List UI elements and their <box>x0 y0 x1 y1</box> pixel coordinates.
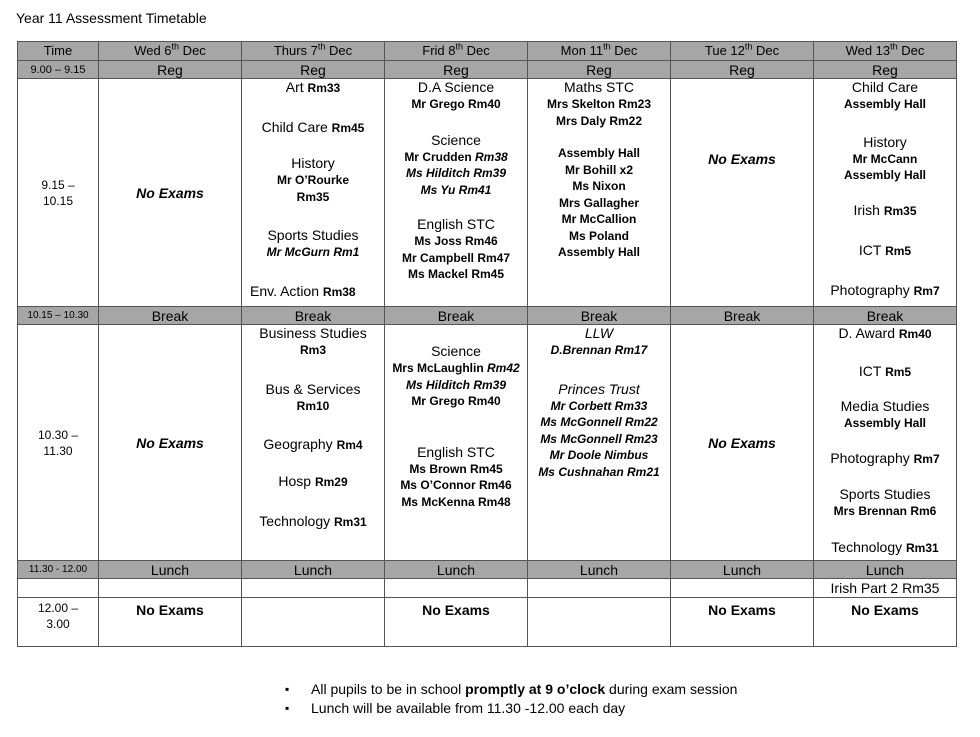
exam-detail: Ms Nixon <box>572 179 626 193</box>
exam-detail: Ms McKenna Rm48 <box>401 494 511 509</box>
page-title: Year 11 Assessment Timetable <box>16 10 207 26</box>
lunch-time: 11.30 - 12.00 <box>18 561 99 579</box>
exam-subject: Science <box>431 131 481 148</box>
reg-cell: Reg <box>814 61 957 79</box>
exam-detail: Mr Grego Rm40 <box>411 97 501 111</box>
no-exams: No Exams <box>671 79 814 307</box>
exam-detail: Ms McGonnell Rm23 <box>540 431 658 446</box>
exam-detail: Mrs Gallagher <box>558 195 640 210</box>
exam-subject: Business Studies <box>259 325 367 341</box>
session3-row <box>18 598 957 647</box>
exam-detail: Ms Cushnahan Rm21 <box>538 464 660 479</box>
exam-detail: Ms Hilditch Rm39 <box>405 377 507 392</box>
lunch-row <box>18 561 957 579</box>
exam-detail: Ms McGonnell Rm22 <box>540 415 658 429</box>
exam-detail: Mr Doole Nimbus <box>549 448 649 462</box>
exam-subject: History <box>291 155 335 171</box>
exam-detail: Ms Poland <box>568 228 629 243</box>
exam-subject: Photography Rm7 <box>830 449 940 466</box>
no-exams: No Exams <box>671 598 814 647</box>
exam-subject: Child Care Rm45 <box>261 118 365 135</box>
no-exams: No Exams <box>814 598 957 647</box>
exam-subject: Irish Part 2 Rm35 <box>814 579 957 598</box>
exam-detail: Assembly Hall <box>843 168 927 182</box>
reg-time: 9.00 – 9.15 <box>18 61 99 79</box>
session2-row <box>18 325 957 561</box>
session2-frid <box>385 325 528 561</box>
exam-subject: Technology Rm31 <box>259 513 367 529</box>
break-time: 10.15 – 10.30 <box>18 307 99 325</box>
exam-subject: English STC <box>417 216 495 232</box>
lunch-cell: Lunch <box>671 561 814 579</box>
session3-time: 12.00 – 3.00 <box>18 598 99 647</box>
no-exams: No Exams <box>99 325 242 561</box>
notes-list <box>285 680 737 718</box>
no-exams: No Exams <box>671 325 814 561</box>
note-item: ▪ Lunch will be available from 11.30 -12.00 each day <box>285 699 737 718</box>
after-lunch-row <box>18 579 957 598</box>
reg-row <box>18 61 957 79</box>
break-row <box>18 307 957 325</box>
reg-cell: Reg <box>385 61 528 79</box>
exam-subject: History <box>863 133 907 150</box>
day-header-wed6: Wed 6th Dec <box>99 42 242 61</box>
lunch-cell: Lunch <box>242 561 385 579</box>
header-row <box>18 42 957 61</box>
note-item: ▪ All pupils to be in school promptly at 9 o’clock during exam session <box>285 680 737 699</box>
timetable <box>17 41 957 647</box>
exam-detail: Mr McCallion <box>561 212 637 226</box>
day-header-wed13: Wed 13th Dec <box>814 42 957 61</box>
lunch-cell: Lunch <box>528 561 671 579</box>
break-cell: Break <box>385 307 528 325</box>
exam-detail: Rm3 <box>299 343 326 357</box>
exam-subject: English STC <box>417 443 495 460</box>
reg-cell: Reg <box>528 61 671 79</box>
exam-subject: ICT Rm5 <box>858 242 912 258</box>
exam-detail: Mr Crudden Rm38 <box>404 149 508 164</box>
exam-subject: Art Rm33 <box>285 79 341 95</box>
exam-subject: Technology Rm31 <box>831 538 939 555</box>
exam-subject: ICT Rm5 <box>858 362 912 379</box>
reg-cell: Reg <box>242 61 385 79</box>
session2-wed13 <box>814 325 957 561</box>
exam-detail: Ms Yu Rm41 <box>420 182 492 197</box>
exam-detail: Mr Campbell Rm47 <box>401 250 511 265</box>
exam-detail: Mr McCann <box>852 151 918 166</box>
day-header-tue12: Tue 12th Dec <box>671 42 814 61</box>
exam-subject: Maths STC <box>563 79 634 95</box>
exam-subject: Sports Studies <box>267 227 359 243</box>
exam-detail: Assembly Hall <box>843 97 927 111</box>
exam-subject: Photography Rm7 <box>830 281 940 298</box>
exam-detail: Assembly Hall <box>557 245 641 259</box>
exam-detail: Ms O’Connor Rm46 <box>400 478 512 492</box>
exam-detail: Mrs Brennan Rm6 <box>833 504 937 518</box>
reg-cell: Reg <box>99 61 242 79</box>
exam-detail: Mrs McLaughlin Rm42 <box>392 361 520 375</box>
lunch-cell: Lunch <box>814 561 957 579</box>
exam-detail: Mr O’Rourke <box>276 173 349 187</box>
exam-detail: Mrs Skelton Rm23 <box>546 97 652 111</box>
no-exams: No Exams <box>99 79 242 307</box>
exam-detail: Ms Hilditch Rm39 <box>405 166 507 180</box>
exam-detail: Mrs Daly Rm22 <box>555 113 643 128</box>
exam-subject: Science <box>431 343 481 359</box>
exam-detail: Mr Bohill x2 <box>564 162 633 177</box>
break-cell: Break <box>242 307 385 325</box>
day-header-frid8: Frid 8th Dec <box>385 42 528 61</box>
exam-subject: D. Award Rm40 <box>838 325 932 341</box>
exam-detail: Mr Corbett Rm33 <box>550 398 648 413</box>
session1-thurs <box>242 79 385 307</box>
session2-time: 10.30 – 11.30 <box>18 325 99 561</box>
exam-subject: Media Studies <box>840 398 930 414</box>
exam-detail: Rm35 <box>296 189 330 204</box>
exam-detail: Ms Brown Rm45 <box>409 461 503 476</box>
break-cell: Break <box>814 307 957 325</box>
session1-frid <box>385 79 528 307</box>
session2-thurs <box>242 325 385 561</box>
exam-detail: Rm10 <box>296 398 330 413</box>
session1-mon <box>528 79 671 307</box>
session1-row <box>18 79 957 307</box>
exam-subject: Irish Rm35 <box>853 201 917 218</box>
exam-subject: Sports Studies <box>839 486 931 502</box>
session2-mon <box>528 325 671 561</box>
day-header-thurs7: Thurs 7th Dec <box>242 42 385 61</box>
exam-subject: Hosp Rm29 <box>278 472 348 489</box>
exam-detail: Ms Joss Rm46 <box>414 234 498 248</box>
lunch-cell: Lunch <box>385 561 528 579</box>
day-header-mon11: Mon 11th Dec <box>528 42 671 61</box>
exam-detail: Ms Mackel Rm45 <box>407 267 505 281</box>
exam-detail: Assembly Hall <box>557 146 641 160</box>
exam-subject: Geography Rm4 <box>263 436 363 452</box>
exam-subject: Bus & Services <box>265 380 361 397</box>
reg-cell: Reg <box>671 61 814 79</box>
no-exams: No Exams <box>385 598 528 647</box>
session1-time: 9.15 – 10.15 <box>18 79 99 307</box>
exam-subject: Child Care <box>851 79 919 95</box>
exam-detail: Assembly Hall <box>843 416 927 430</box>
exam-detail: D.Brennan Rm17 <box>550 343 648 357</box>
exam-subject: LLW <box>584 325 614 341</box>
lunch-cell: Lunch <box>99 561 242 579</box>
time-header: Time <box>18 42 99 61</box>
exam-subject: Princes Trust <box>558 380 640 397</box>
exam-subject: Env. Action Rm38 <box>250 282 356 299</box>
break-cell: Break <box>99 307 242 325</box>
exam-detail: Mr McGurn Rm1 <box>266 245 360 259</box>
exam-detail: Mr Grego Rm40 <box>411 394 501 408</box>
break-cell: Break <box>671 307 814 325</box>
exam-subject: D.A Science <box>417 79 495 95</box>
no-exams: No Exams <box>99 598 242 647</box>
session1-wed13 <box>814 79 957 307</box>
break-cell: Break <box>528 307 671 325</box>
